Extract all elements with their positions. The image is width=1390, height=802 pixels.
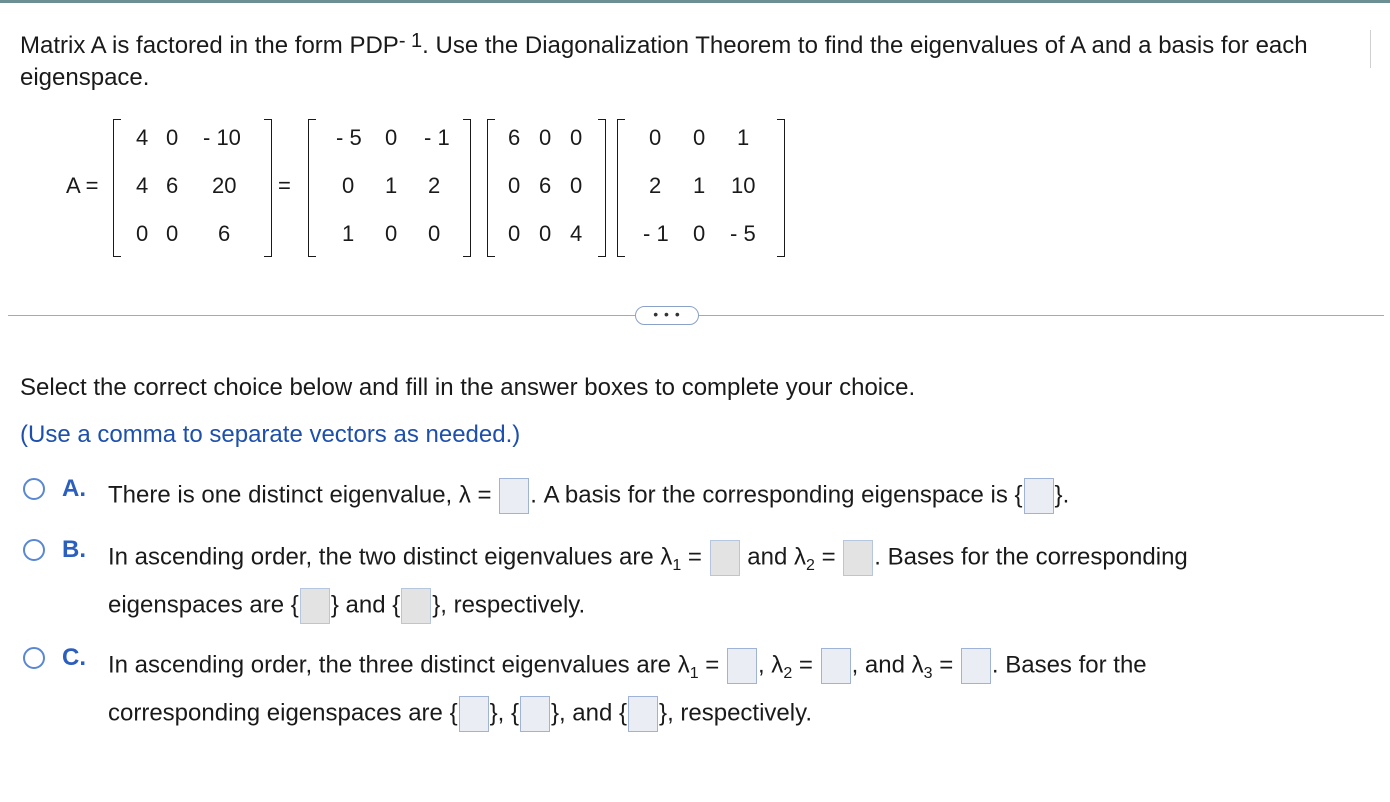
matrix-pinv-cell: 10 (731, 173, 756, 198)
matrix-a-cell: 6 (166, 173, 179, 198)
question-part1: Matrix A is factored in the form PDP (20, 32, 399, 59)
matrix-a-cell: 0 (166, 125, 179, 150)
matrix-p-cell: 1 (385, 173, 398, 198)
matrix-d-cell: 0 (539, 125, 552, 150)
instruction-text: Select the correct choice below and fill in the answer boxes to complete your choice. (20, 374, 916, 401)
matrix-pinv-cell: 1 (693, 173, 706, 198)
choice-c-text-line2: corresponding eigenspaces are { }, { }, and { }, respectively. (108, 696, 812, 732)
matrix-pinv-cell: - 1 (643, 221, 669, 246)
matrix-p-cell: 0 (385, 125, 398, 150)
matrix-d-cell: 0 (508, 173, 521, 198)
matrix-d-cell: 0 (539, 221, 552, 246)
matrix-p-cell: - 1 (424, 125, 450, 150)
basis2-input[interactable] (520, 696, 550, 732)
choice-c-radio[interactable] (23, 647, 45, 669)
matrix-d-cell: 6 (508, 125, 521, 150)
matrix-d-left-bracket (487, 119, 495, 257)
basis1-input[interactable] (300, 588, 330, 624)
matrix-pinv-cell: 2 (649, 173, 662, 198)
matrix-pinv-cell: 0 (693, 221, 706, 246)
matrix-p-cell: 2 (428, 173, 441, 198)
matrix-a-cell: - 10 (203, 125, 241, 150)
choice-c-letter: C. (62, 644, 86, 671)
matrix-a-cell: 0 (166, 221, 179, 246)
matrix-d-cell: 4 (570, 221, 583, 246)
basis1-input[interactable] (459, 696, 489, 732)
lambda2-input[interactable] (843, 540, 873, 576)
matrix-d-right-bracket (598, 119, 606, 257)
matrix-d-cell: 0 (570, 125, 583, 150)
matrix-a-right-bracket (264, 119, 272, 257)
matrix-a-cell: 0 (136, 221, 149, 246)
choice-a-letter: A. (62, 475, 86, 502)
matrix-a-cell: 20 (212, 173, 237, 198)
top-border (0, 0, 1390, 3)
matrix-p-right-bracket (463, 119, 471, 257)
matrix-d-cell: 0 (570, 173, 583, 198)
scroll-edge (1370, 30, 1371, 68)
basis2-input[interactable] (401, 588, 431, 624)
matrix-a-left-bracket (113, 119, 121, 257)
choice-c-text: In ascending order, the three distinct eigenvalues are $\lambda_1$ = , $\lambda_2$ = , and $\lambda_3$ = . Bases for the (108, 648, 1147, 684)
matrix-pinv-cell: - 5 (730, 221, 756, 246)
choice-a-text: There is one distinct eigenvalue, λ = . A basis for the corresponding eigenspace is { }. (108, 478, 1069, 514)
equals-sign: = (278, 173, 291, 198)
choice-a-radio[interactable] (23, 478, 45, 500)
choice-b-text-line2: eigenspaces are { } and { }, respectively. (108, 588, 585, 624)
question-text (20, 30, 1370, 94)
matrix-a-cell: 4 (136, 173, 149, 198)
lhs-label: A = (66, 173, 99, 198)
inverse-exponent: - 1 (398, 30, 423, 52)
lambda3-input[interactable] (961, 648, 991, 684)
matrix-pinv-cell: 1 (737, 125, 750, 150)
matrix-p-left-bracket (308, 119, 316, 257)
matrix-a-cell: 6 (218, 221, 231, 246)
choice-b-letter: B. (62, 536, 86, 563)
question-part2: . Use the Diagonalization Theorem to find the eigenvalues of A and a basis for each eigenspace. (20, 32, 1308, 91)
matrix-p-cell: 0 (385, 221, 398, 246)
lambda1-input[interactable] (727, 648, 757, 684)
matrix-p-cell: 1 (342, 221, 355, 246)
choice-b-text: In ascending order, the two distinct eigenvalues are $\lambda_1$ = and $\lambda_2$ = . Bases for the corresponding (108, 540, 1188, 576)
matrix-pinv-cell: 0 (693, 125, 706, 150)
choice-b-radio[interactable] (23, 539, 45, 561)
basis3-input[interactable] (628, 696, 658, 732)
matrix-p-cell: 0 (342, 173, 355, 198)
lambda2-input[interactable] (821, 648, 851, 684)
matrix-p-cell: 0 (428, 221, 441, 246)
basis-input[interactable] (1024, 478, 1054, 514)
matrix-pinv-right-bracket (777, 119, 785, 257)
matrix-d-cell: 0 (508, 221, 521, 246)
hint-text: (Use a comma to separate vectors as needed.) (20, 421, 521, 448)
matrix-pinv-left-bracket (617, 119, 625, 257)
lambda1-input[interactable] (710, 540, 740, 576)
matrix-a-cell: 4 (136, 125, 149, 150)
matrix-p-cell: - 5 (336, 125, 362, 150)
expand-more-button[interactable]: • • • (635, 306, 699, 325)
eigenvalue-input[interactable] (499, 478, 529, 514)
matrix-d-cell: 6 (539, 173, 552, 198)
matrix-pinv-cell: 0 (649, 125, 662, 150)
